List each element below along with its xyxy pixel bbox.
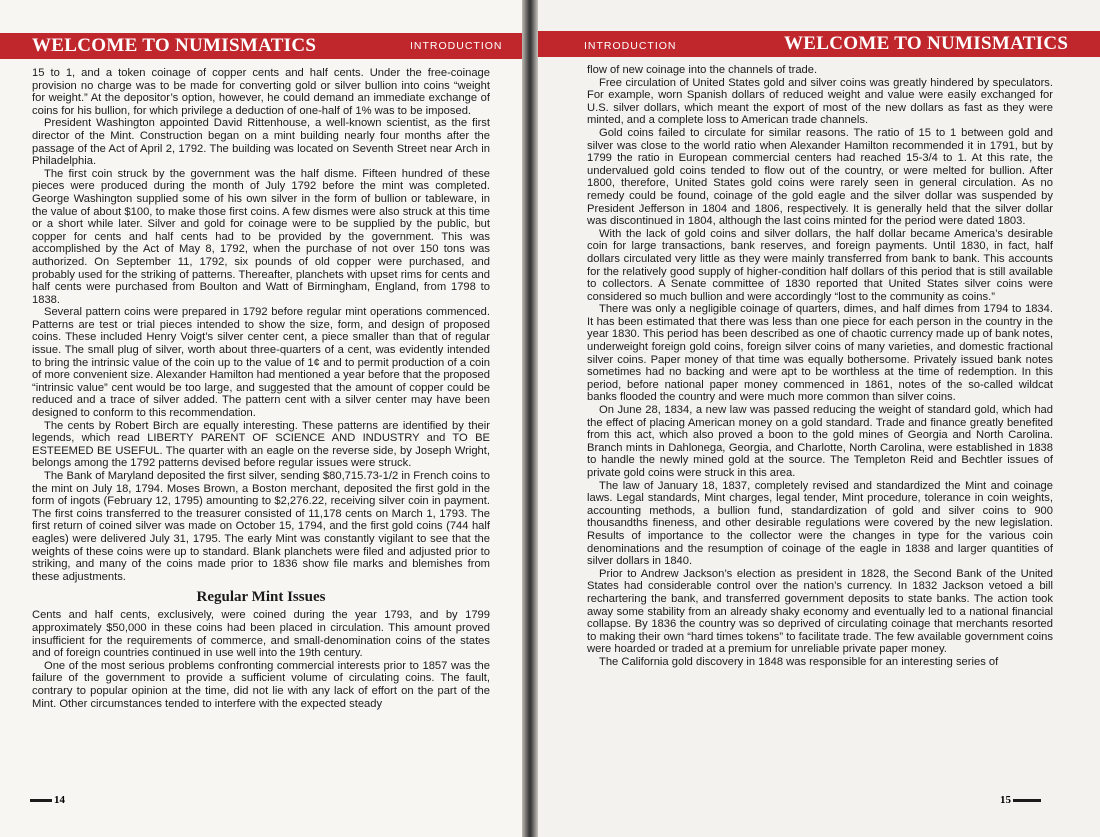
right-banner	[532, 31, 1100, 57]
book-gutter	[522, 0, 538, 837]
paragraph: 15 to 1, and a token coinage of copper cents and half cents. Under the free-coinage provision no charge was to be made for converting gold or silver bullion into coins “weight for weight.” At the depositor’s option, however, he could demand an immediate exchange of coins for his bullion, for which privilege a deduction of one-half of 1% was to be imposed.	[32, 67, 490, 117]
section-heading: Regular Mint Issues	[196, 589, 326, 606]
paragraph: The first coin struck by the government was the half disme. Fifteen hundred of these pieces were produced during the month of July 1792 before the mint was completed. George Washington supplied some of his own silver in the form of bullion or tableware, in the value of about $100, to make those first coins. A few dismes were also struck at this time or a short while later. Silver and gold for coinage were to be supplied by the public, but copper for cents and half cents had to be provided by the government. This was accomplished by the Act of May 8, 1792, when the purchase of not over 150 tons was authorized. On September 11, 1792, six pounds of old copper were purchased, and probably used for the striking of patterns. Thereafter, planchets with upset rims for cents and half cents were purchased from Boulton and Watt of Birmingham, England, from 1798 to 1838.	[32, 167, 490, 306]
paragraph: President Washington appointed David Rittenhouse, a well-known scientist, as the first director of the Mint. Construction began on a mint building nearly four months after the passage of the Act of April 2, 1792. The building was located on Seventh Street near Arch in Philadelphia.	[32, 117, 490, 168]
left-page-number	[30, 794, 65, 806]
paragraph: The Bank of Maryland deposited the first silver, sending $80,715.73-1/2 in French coins to the mint on July 18, 1794. Moses Brown, a Boston merchant, deposited the first gold in the form of ingots (February 12, 1795) amounting to $2,276.22, receiving silver coin in payment. The first coins transferred to the treasurer consisted of 11,178 cents on March 1, 1793. The first return of coined silver was made on October 15, 1794, and the first gold coins (744 half eagles) were delivered July 31, 1795. The early Mint was constantly vigilant to see that the weights of these coins were up to standard. Blank planchets were filed and adjusted prior to striking, and many of the coins made prior to 1836 show file marks and blemishes from these adjustments.	[32, 470, 490, 583]
right-banner-title: WELCOME TO NUMISMATICS	[784, 33, 1069, 54]
left-banner-title: WELCOME TO NUMISMATICS	[32, 35, 317, 56]
paragraph: With the lack of gold coins and silver dollars, the half dollar became America’s desirable coin for large transactions, bank reserves, and foreign payments. Until 1830, in fact, half dollars circulated very little as they were mainly transferred from bank to bank. This accounts for the relatively good supply of higher-condition half dollars of this period that is still available to collectors. A Senate committee of 1830 reported that United States silver coins were considered so much bullion and were accordingly “lost to the community as coins.”	[587, 227, 1053, 303]
paragraph: Free circulation of United States gold and silver coins was greatly hindered by speculators. For example, worn Spanish dollars of reduced weight and value were easily exchanged for U.S. silver dollars, which meant the export of most of the new dollars as fast as they were minted, and a complete loss to American trade channels.	[587, 76, 1053, 127]
paragraph: Cents and half cents, exclusively, were coined during the year 1793, and by 1799 approximately $50,000 in these coins had been placed in circulation. This amount proved insufficient for the requirements of commerce, and small-denomination coins of the states and of foreign countries continued in use well into the 19th century.	[32, 609, 490, 660]
left-banner	[0, 33, 528, 59]
paragraph: Gold coins failed to circulate for similar reasons. The ratio of 15 to 1 between gold and silver was close to the world ratio when Alexander Hamilton recommended it in 1791, but by 1799 the ratio in European commercial centers had reached 15-3/4 to 1. At this rate, the undervalued gold coins tended to flow out of the country, or were melted for bullion. After 1800, therefore, United States gold coins were rarely seen in general circulation. As no remedy could be found, coinage of the gold eagle and the silver dollar was suspended by President Jefferson in 1804 and 1806, respectively. It is generally held that the silver dollar was discontinued in 1804, although the last coins minted for the period were dated 1803.	[587, 126, 1053, 228]
left-banner-section: INTRODUCTION	[410, 40, 503, 52]
paragraph: The law of January 18, 1837, completely revised and standardized the Mint and coinage laws. Legal standards, Mint charges, legal tender, Mint procedure, tolerance in coin weights, accounting methods, a bullion fund, standardization of gold and silver coins to 900 thousandths fineness, and other desirable regulations were covered by the new legislation. Results of importance to the collector were the changes in type for the various coin denominations and the resumption of coinage of the eagle in 1838 and larger quantities of silver dollars in 1840.	[587, 479, 1053, 568]
paragraph: flow of new coinage into the channels of trade.	[587, 64, 818, 76]
page-number-label: 14	[54, 794, 65, 806]
paragraph: There was only a negligible coinage of quarters, dimes, and half dimes from 1794 to 1834. It has been estimated that there was less than one piece for each person in the country in the year 1830. This period has been described as one of chaotic currency made up of bank notes, underweight foreign gold coins, foreign silver coins of many varieties, and domestic fractional silver coins. Paper money of that time was equally bothersome. Privately issued bank notes sometimes had no backing and were apt to be worthless at the time of redemption. In this period, before national paper money commenced in 1861, notes of the so-called wildcat banks flooded the country and were much more common than silver coins.	[587, 303, 1053, 404]
page-number-rule	[1013, 799, 1041, 802]
paragraph: The cents by Robert Birch are equally interesting. These patterns are identified by their legends, which read LIBERTY PARENT OF SCIENCE AND INDUSTRY and TO BE ESTEEMED BE USEFUL. The quarter with an eagle on the reverse side, by Joseph Wright, belongs among the 1792 patterns devised before regular issues were struck.	[32, 419, 490, 470]
paragraph: Prior to Andrew Jackson’s election as president in 1828, the Second Bank of the United States had considerable control over the nation’s currency. In 1832 Jackson vetoed a bill rechartering the bank, and transferred government deposits to state banks. The action took away some stability from an already shaky economy and eventually led to a national financial collapse. By 1836 the country was so deprived of circulating coinage that merchants resorted to making their own “hard times tokens” to facilitate trade. The few available government coins were hoarded or traded at a premium for unreliable private paper money.	[587, 567, 1053, 656]
page-number-rule	[30, 799, 52, 802]
left-page	[0, 0, 528, 837]
paragraph: On June 28, 1834, a new law was passed reducing the weight of standard gold, which had the effect of placing American money on a gold standard. Trade and finance greatly benefited from this act, which also proved a boon to the gold mines of Georgia and North Carolina. Branch mints in Dahlonega, Georgia, and Charlotte, North Carolina, were established in 1838 to handle the newly mined gold at the source. The Templeton Reid and Bechtler issues of private gold coins were struck in this area.	[587, 404, 1053, 479]
right-page	[532, 0, 1100, 837]
right-page-number	[1000, 794, 1041, 806]
page-number-label: 15	[1000, 794, 1011, 806]
paragraph: One of the most serious problems confronting commercial interests prior to 1857 was the failure of the government to provide a sufficient volume of circulating coins. The fault, contrary to popular opinion at the time, did not lie with any lack of effort on the part of the Mint. Other circumstances tended to interfere with the expected steady	[32, 659, 490, 710]
right-body-text	[587, 64, 1053, 669]
left-body-text	[32, 67, 490, 710]
paragraph: The California gold discovery in 1848 was responsible for an interesting series of	[599, 655, 999, 668]
right-banner-section: INTRODUCTION	[584, 40, 677, 52]
paragraph: Several pattern coins were prepared in 1792 before regular mint operations commenced. Patterns are test or trial pieces intended to show the size, form, and design of proposed coins. These included Henry Voigt’s silver center cent, a piece smaller than that of regular issue. The small plug of silver, worth about three-quarters of a cent, was evidently intended to bring the intrinsic value of the coin up to the value of 1¢ and to permit production of a coin of more convenient size. Alexander Hamilton had mentioned a year before that the proposed “intrinsic value” cent would be too large, and suggested that the amount of copper could be reduced and a trace of silver added. The pattern cent with a silver center may have been designed to conform to this recommendation.	[32, 306, 490, 420]
